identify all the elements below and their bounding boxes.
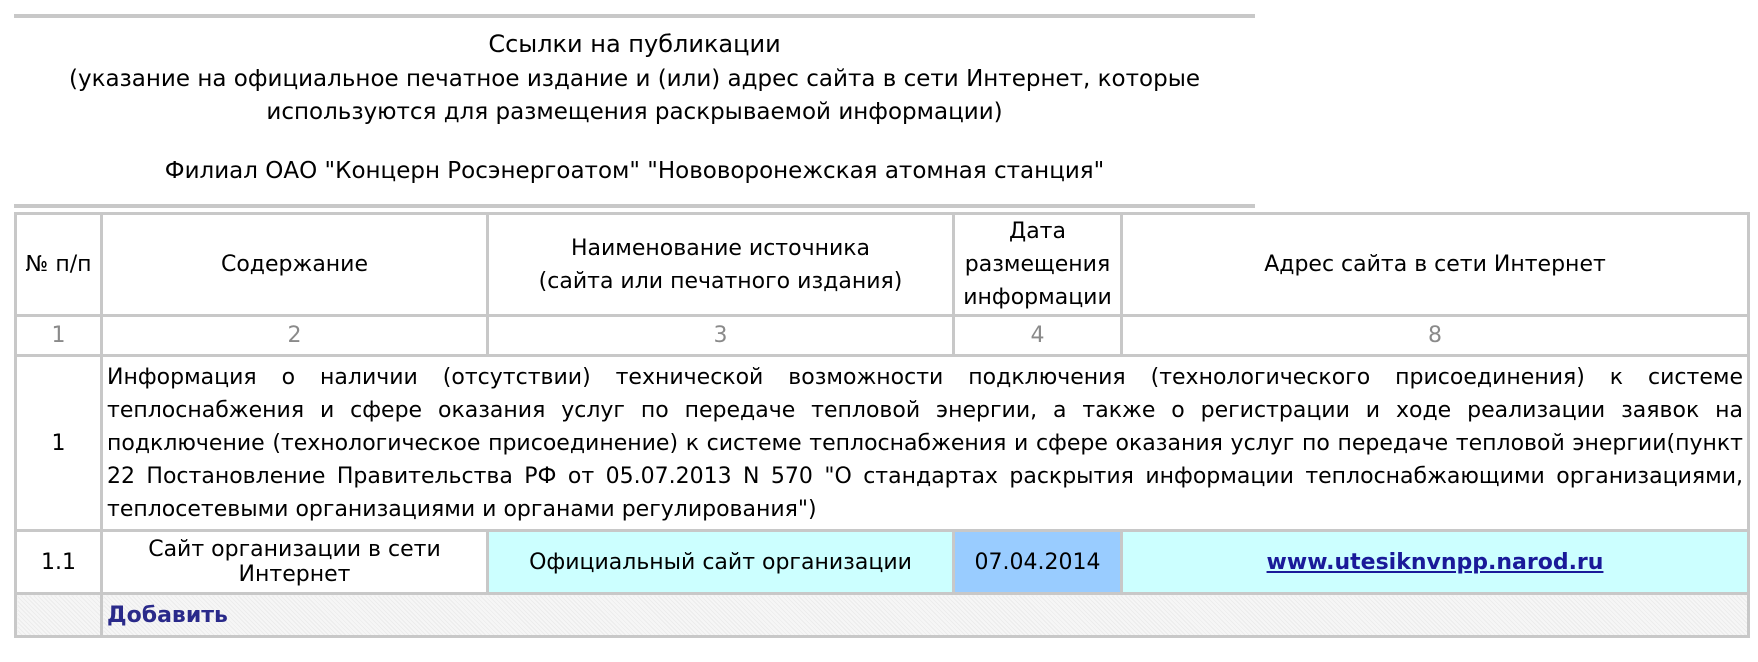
page-subtitle-line-1: (указание на официальное печатное издание и (или) адрес сайта в сети Интернет, которые [68,66,1201,92]
page-title: Ссылки на публикации [488,30,781,58]
row-url-link[interactable]: www.utesiknvnpp.narod.ru [1266,549,1604,575]
publications-table [14,212,1750,638]
column-header-date-line-1: Дата [1009,219,1066,244]
section-description: Информация о наличии (отсутствии) технической возможности подключения (технологического присоединения) к системе теплоснабжения и сфере оказания услуг по передаче тепловой энергии, а также о регистрации и ходе реализации заявок на подключение (технологическое присоединение) к системе теплоснабжения и сфере оказания услуг по передаче тепловой энергии(пункт 22 Постановление Правительства РФ от 05.07.2013 N 570 "О стандартах раскрытия информации теплоснабжающими организациями, теплосетевыми организациями и органами регулирования") [102,356,1749,531]
column-header-url: Адрес сайта в сети Интернет [1122,214,1749,316]
column-header-date-line-2: размещения [964,252,1111,277]
add-row-spacer [16,594,102,637]
add-button[interactable]: Добавить [107,602,228,628]
column-number-3: 3 [488,316,954,356]
add-row [16,594,1749,637]
section-number: 1 [16,356,102,531]
column-number-8: 8 [1122,316,1749,356]
table-row [16,531,1749,594]
column-number-4: 4 [954,316,1122,356]
column-number-row [16,316,1749,356]
column-header-source-line-1: Наименование источника [570,235,871,261]
row-content: Сайт организации в сети Интернет [102,531,488,594]
top-divider [14,14,1255,18]
row-number: 1.1 [16,531,102,594]
column-header-source [488,214,954,316]
column-header-content: Содержание [102,214,488,316]
column-number-1: 1 [16,316,102,356]
column-number-2: 2 [102,316,488,356]
table-header-row [16,214,1749,316]
column-header-source-line-2: (сайта или печатного издания) [538,268,903,294]
row-url-cell [1122,531,1749,594]
header-divider [14,204,1255,208]
column-header-date [954,214,1122,316]
column-header-number: № п/п [16,214,102,316]
row-date[interactable]: 07.04.2014 [954,531,1122,594]
organization-name: Филиал ОАО "Концерн Росэнергоатом" "Нововоронежская атомная станция" [164,158,1105,184]
row-source[interactable]: Официальный сайт организации [488,531,954,594]
page-subtitle-line-2: используются для размещения раскрываемой информации) [266,99,1003,125]
page-subtitle [14,63,1255,129]
add-row-cell [102,594,1749,637]
column-header-date-line-3: информации [963,285,1112,310]
section-row [16,356,1749,531]
